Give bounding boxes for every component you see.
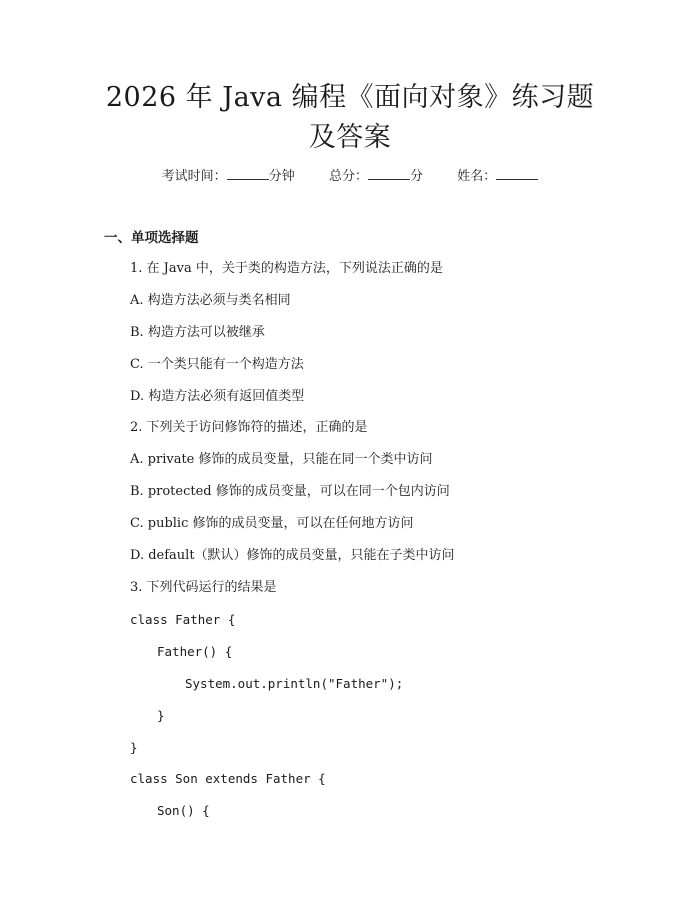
time-blank [227,166,269,180]
time-unit: 分钟 [268,169,295,184]
code-line: Son() { [157,803,210,818]
question-1-stem: 1. 在 Java 中，关于类的构造方法，下列说法正确的是 [130,261,443,276]
name-label: 姓名： [457,169,497,184]
code-line: } [130,740,138,755]
question-2-option-b: B. protected 修饰的成员变量，可以在同一个包内访问 [130,484,450,499]
question-1-option-d: D. 构造方法必须有返回值类型 [130,389,305,404]
score-label: 总分： [328,169,368,184]
question-1-option-a: A. 构造方法必须与类名相同 [130,293,291,308]
time-label: 考试时间： [161,169,227,184]
section-heading: 一、单项选择题 [104,230,199,246]
code-line: } [157,708,165,723]
question-2-option-c: C. public 修饰的成员变量，可以在任何地方访问 [130,516,414,531]
code-line: class Son extends Father { [130,771,326,786]
name-blank [496,166,538,180]
question-2-option-d: D. default（默认）修饰的成员变量，只能在子类中访问 [130,548,455,563]
code-line: Father() { [157,644,233,659]
score-unit: 分 [410,169,424,184]
code-line: System.out.println("Father"); [185,676,404,691]
exam-meta-line [0,166,700,187]
code-line: class Father { [130,612,236,627]
question-1-option-b: B. 构造方法可以被继承 [130,325,265,340]
score-blank [368,166,410,180]
question-3-stem: 3. 下列代码运行的结果是 [130,580,277,595]
question-1-option-c: C. 一个类只能有一个构造方法 [130,357,304,372]
question-2-stem: 2. 下列关于访问修饰符的描述，正确的是 [130,420,368,435]
question-2-option-a: A. private 修饰的成员变量，只能在同一个类中访问 [130,452,433,467]
document-title: 2026 年 Java 编程《面向对象》练习题及答案 [105,82,595,153]
